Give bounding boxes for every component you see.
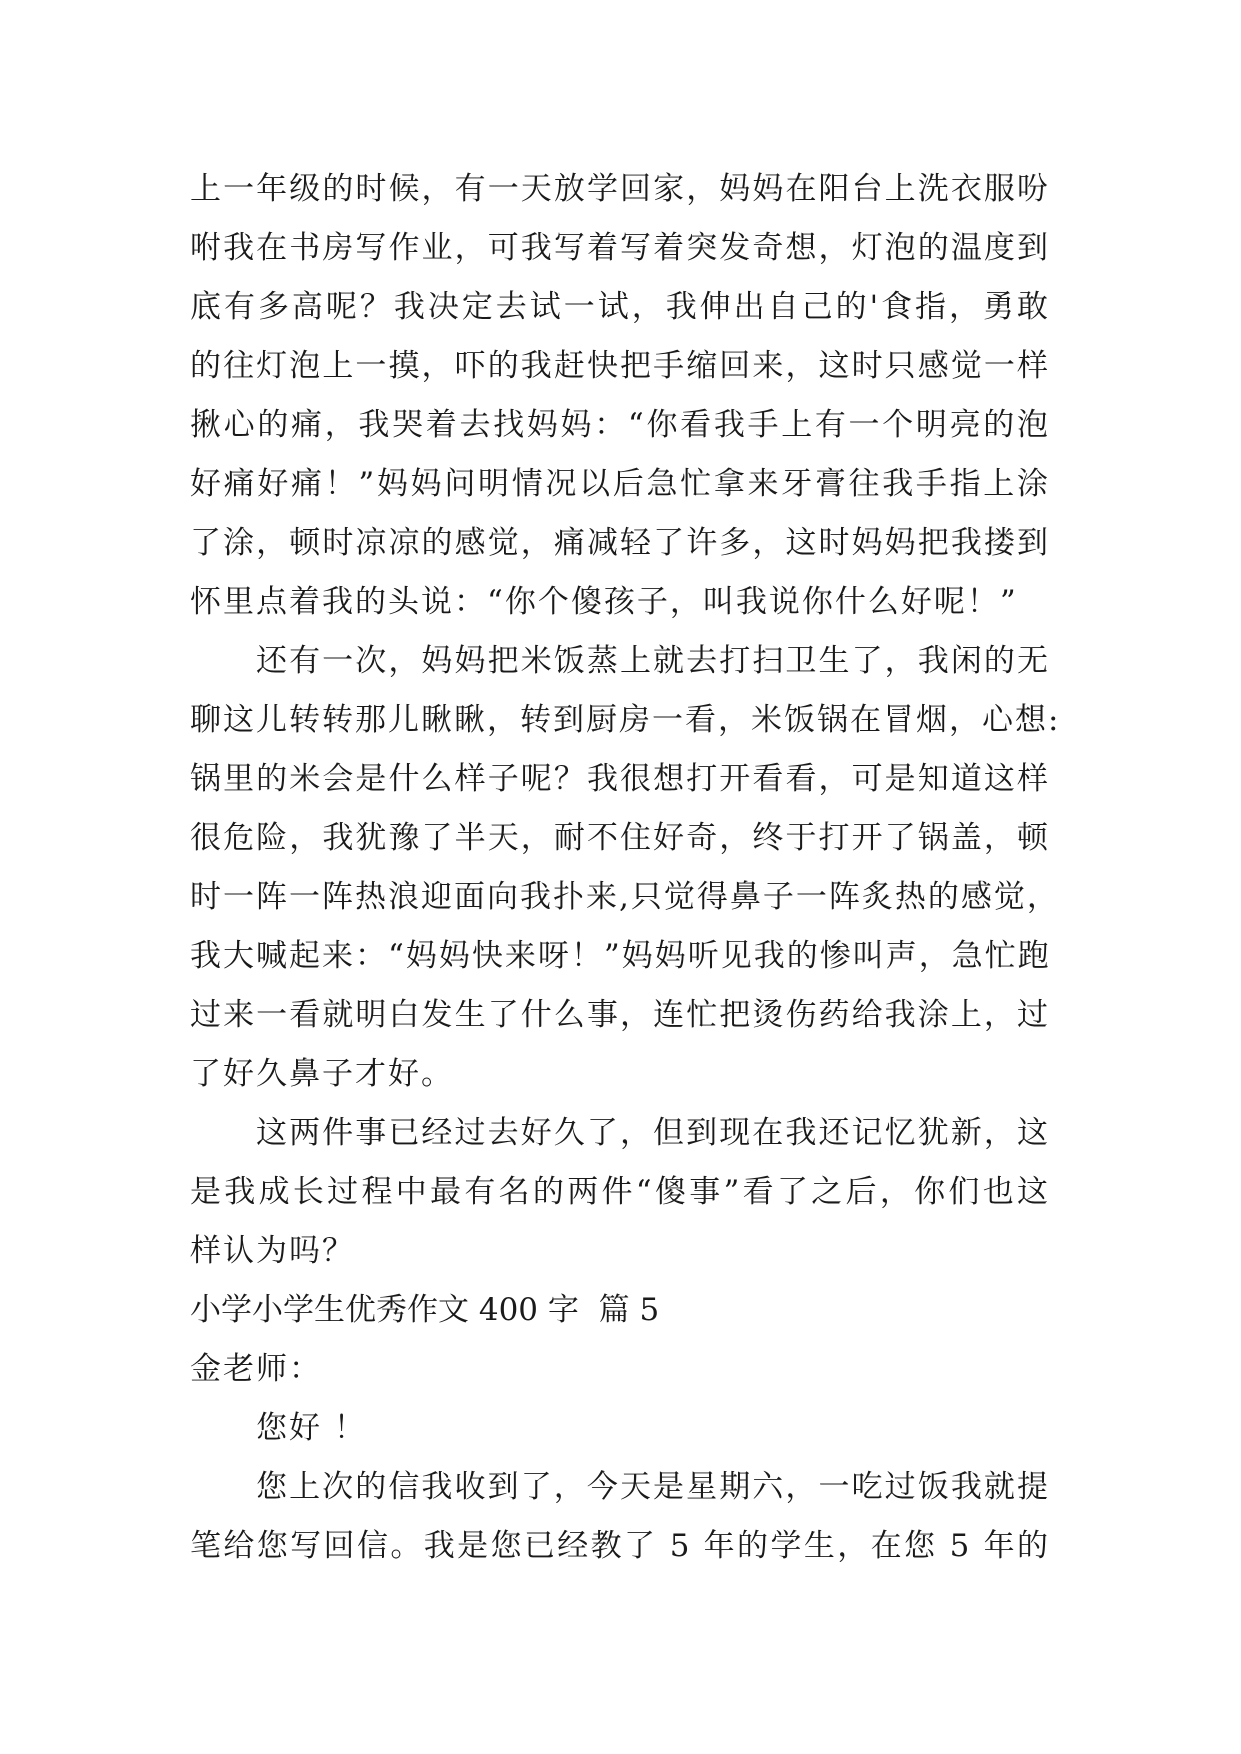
text-line: 样认为吗？ <box>190 1233 355 1269</box>
text-line: 了好久鼻子才好。 <box>190 1056 454 1092</box>
document-body <box>190 160 1061 1576</box>
text-line: 底有多高呢？我决定去试一试，我伸出自己的'食指，勇敢 <box>190 289 1050 325</box>
paragraph-2 <box>190 632 1061 1104</box>
text-line: 好痛好痛！”妈妈问明情况以后急忙拿来牙膏往我手指上涂 <box>190 466 1050 502</box>
text-line: 我大喊起来：“妈妈快来呀！”妈妈听见我的惨叫声，急忙跑 <box>190 938 1051 974</box>
letter-greeting: 您好 ！ <box>256 1410 367 1446</box>
text-line: 锅里的米会是什么样子呢？我很想打开看看，可是知道这样 <box>190 761 1050 797</box>
text-line: 时一阵一阵热浪迎面向我扑来,只觉得鼻子一阵炙热的感觉， <box>190 879 1060 915</box>
text-line: 这两件事已经过去好久了，但到现在我还记忆犹新，这 <box>256 1115 1050 1151</box>
text-line: 是我成长过程中最有名的两件“傻事”看了之后，你们也这 <box>190 1174 1050 1210</box>
text-line: 聊这儿转转那儿瞅瞅，转到厨房一看，米饭锅在冒烟，心想: <box>190 702 1061 738</box>
text-line: 您上次的信我收到了，今天是星期六，一吃过饭我就提 <box>256 1469 1050 1505</box>
paragraph-3 <box>190 1104 1050 1281</box>
section-heading: 小学小学生优秀作文 400 字 篇 5 <box>190 1292 660 1328</box>
letter-salutation: 金老师： <box>190 1351 322 1387</box>
text-line: 笔给您写回信。我是您已经教了 5 年的学生，在您 5 年的 <box>190 1528 1050 1564</box>
paragraph-1 <box>190 160 1050 632</box>
text-line: 的往灯泡上一摸，吓的我赶快把手缩回来，这时只感觉一样 <box>190 348 1050 384</box>
text-line: 上一年级的时候，有一天放学回家，妈妈在阳台上洗衣服吩 <box>190 171 1050 207</box>
text-line: 咐我在书房写作业，可我写着写着突发奇想，灯泡的温度到 <box>190 230 1050 266</box>
text-line: 过来一看就明白发生了什么事，连忙把烫伤药给我涂上，过 <box>190 997 1050 1033</box>
text-line: 揪心的痛，我哭着去找妈妈：“你看我手上有一个明亮的泡 <box>190 407 1050 443</box>
text-line: 怀里点着我的头说：“你个傻孩子，叫我说你什么好呢！” <box>190 584 1018 620</box>
text-line: 很危险，我犹豫了半天，耐不住好奇，终于打开了锅盖，顿 <box>190 820 1050 856</box>
letter-body <box>190 1458 1050 1576</box>
text-line: 还有一次，妈妈把米饭蒸上就去打扫卫生了，我闲的无 <box>256 643 1050 679</box>
text-line: 了涂，顿时凉凉的感觉，痛减轻了许多，这时妈妈把我搂到 <box>190 525 1050 561</box>
